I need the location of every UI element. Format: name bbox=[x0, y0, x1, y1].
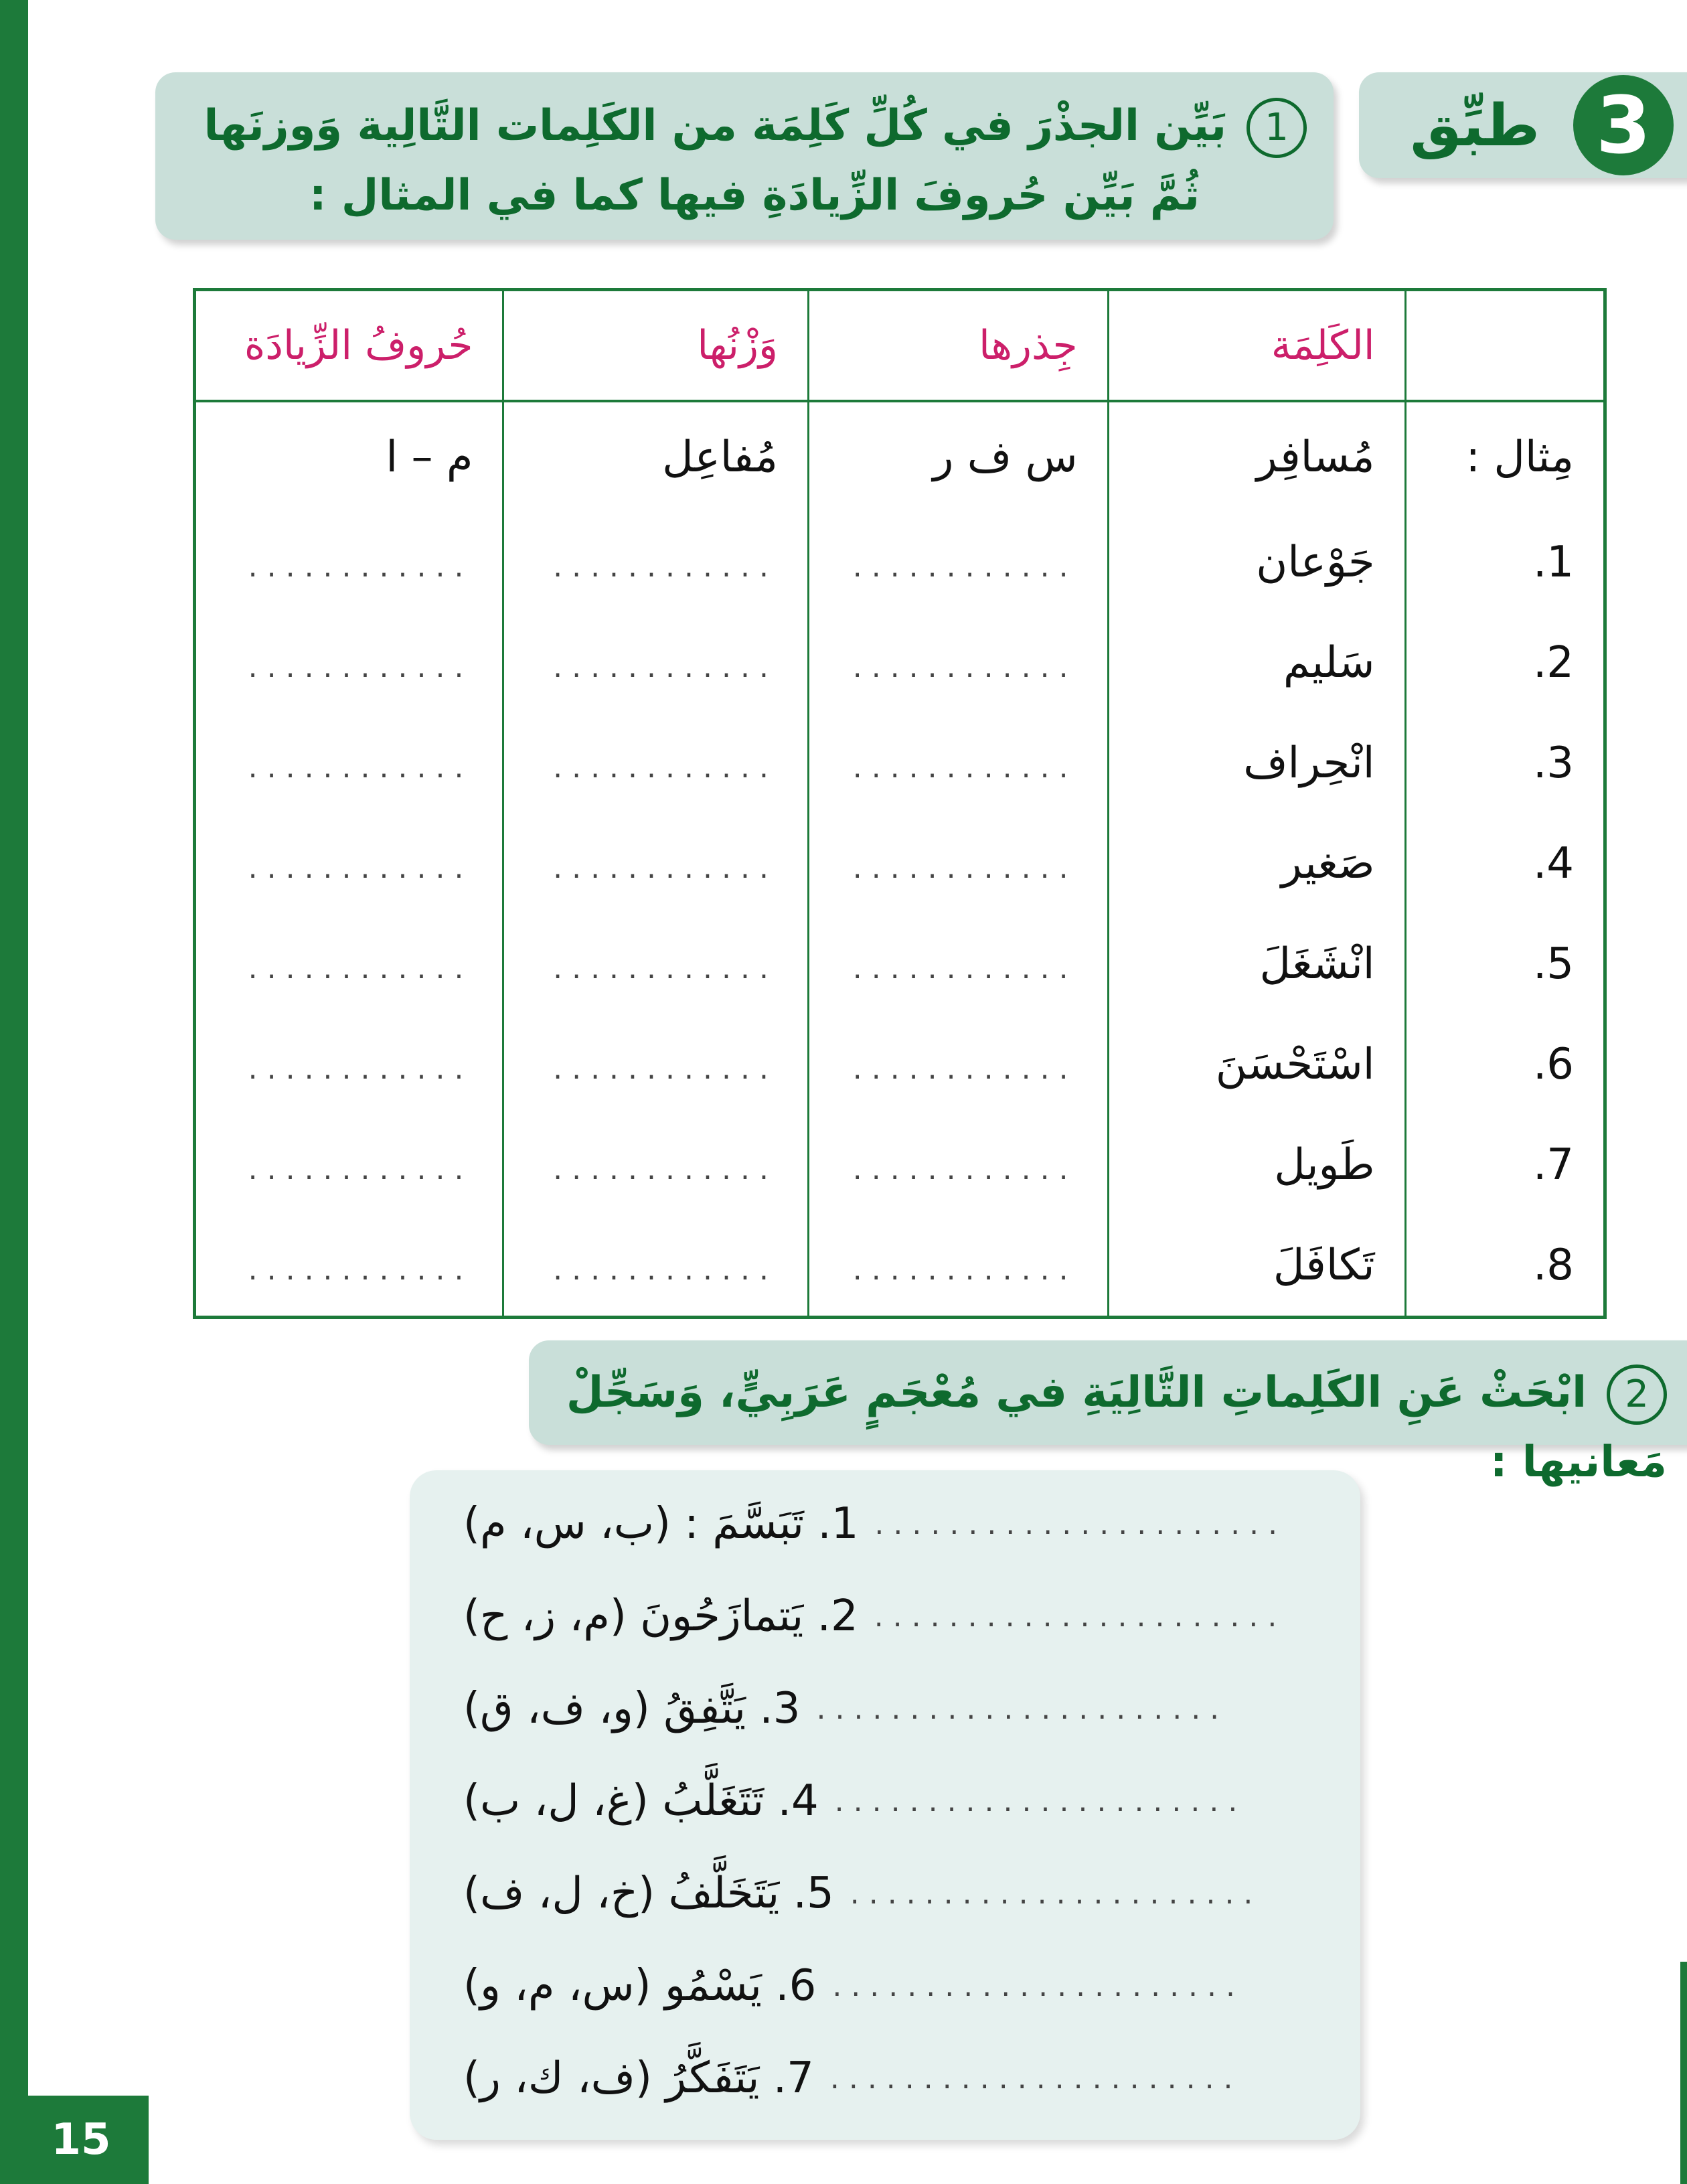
meaning-answer-blank[interactable]: ...................... bbox=[816, 1691, 1229, 1726]
header-word: الكَلِمَة bbox=[1108, 290, 1405, 402]
item-label: 1. تَبَسَّمَ : (ب، س، م) bbox=[463, 1499, 859, 1549]
example-label: مِثال : bbox=[1405, 401, 1605, 512]
list-item bbox=[463, 1946, 1307, 2026]
exercise2-list-box bbox=[410, 1470, 1360, 2140]
root-answer-blank[interactable]: ............ bbox=[808, 512, 1108, 613]
item-label: 2. يَتمازَحُونَ (م، ز، ح) bbox=[463, 1591, 858, 1641]
list-item bbox=[463, 1761, 1307, 1841]
meaning-answer-blank[interactable]: ...................... bbox=[832, 1968, 1245, 2003]
item-label: 5. يَتَخَلَّفُ (خ، ل، ف) bbox=[463, 1869, 834, 1918]
pattern-answer-blank[interactable]: ............ bbox=[503, 914, 808, 1014]
meaning-answer-blank[interactable]: ...................... bbox=[874, 1506, 1287, 1541]
row-word: تَكافَلَ bbox=[1108, 1215, 1405, 1318]
table-row bbox=[195, 1215, 1605, 1318]
meaning-answer-blank[interactable]: ...................... bbox=[834, 1784, 1247, 1818]
extra-answer-blank[interactable]: ............ bbox=[195, 914, 503, 1014]
row-word: صَغير bbox=[1108, 813, 1405, 914]
list-item bbox=[463, 1484, 1307, 1564]
right-green-strip bbox=[1680, 1962, 1687, 2184]
root-answer-blank[interactable]: ............ bbox=[808, 813, 1108, 914]
list-item bbox=[463, 1576, 1307, 1656]
meaning-answer-blank[interactable]: ...................... bbox=[874, 1599, 1287, 1634]
example-root: س ف ر bbox=[808, 401, 1108, 512]
row-number: 2. bbox=[1405, 613, 1605, 713]
pattern-answer-blank[interactable]: ............ bbox=[503, 813, 808, 914]
root-answer-blank[interactable]: ............ bbox=[808, 914, 1108, 1014]
extra-answer-blank[interactable]: ............ bbox=[195, 1115, 503, 1215]
table-row bbox=[195, 1115, 1605, 1215]
pattern-answer-blank[interactable]: ............ bbox=[503, 713, 808, 813]
example-row bbox=[195, 401, 1605, 512]
header-root: جِذرها bbox=[808, 290, 1108, 402]
row-word: انْحِراف bbox=[1108, 713, 1405, 813]
list-item bbox=[463, 1668, 1307, 1749]
item-label: 7. يَتَفَكَّرُ (ف، ك، ر) bbox=[463, 2053, 814, 2103]
pattern-answer-blank[interactable]: ............ bbox=[503, 512, 808, 613]
exercise2-number-badge: 2 bbox=[1607, 1364, 1667, 1425]
item-label: 3. يَتَّفِقُ (و، ف، ق) bbox=[463, 1684, 801, 1733]
example-word: مُسافِر bbox=[1108, 401, 1405, 512]
extra-answer-blank[interactable]: ............ bbox=[195, 813, 503, 914]
root-answer-blank[interactable]: ............ bbox=[808, 613, 1108, 713]
row-word: اسْتَحْسَنَ bbox=[1108, 1014, 1405, 1115]
table-row bbox=[195, 813, 1605, 914]
root-answer-blank[interactable]: ............ bbox=[808, 713, 1108, 813]
header-extra-letters: حُروفُ الزِّيادَة bbox=[195, 290, 503, 402]
root-answer-blank[interactable]: ............ bbox=[808, 1014, 1108, 1115]
table-header-row bbox=[195, 290, 1605, 402]
pattern-answer-blank[interactable]: ............ bbox=[503, 1014, 808, 1115]
row-word: سَليم bbox=[1108, 613, 1405, 713]
extra-answer-blank[interactable]: ............ bbox=[195, 1215, 503, 1318]
root-answer-blank[interactable]: ............ bbox=[808, 1215, 1108, 1318]
exercise2-instruction: ابْحَثْ عَنِ الكَلِماتِ التَّالِيَةِ في مُعْجَمٍ عَرَبِيٍّ، وَسَجِّلْ مَعانيها : bbox=[566, 1368, 1667, 1487]
root-answer-blank[interactable]: ............ bbox=[808, 1115, 1108, 1215]
list-item bbox=[463, 2038, 1307, 2118]
exercise1-instruction-line1: بَيِّن الجذْرَ في كُلِّ كَلِمَة من الكَلِمات التَّالِية وَوزنَها bbox=[204, 101, 1226, 151]
row-number: 1. bbox=[1405, 512, 1605, 613]
meaning-answer-blank[interactable]: ...................... bbox=[850, 1876, 1263, 1911]
list-item bbox=[463, 1853, 1307, 1934]
row-word: جَوْعان bbox=[1108, 512, 1405, 613]
extra-answer-blank[interactable]: ............ bbox=[195, 713, 503, 813]
table-row bbox=[195, 1014, 1605, 1115]
row-word: طَويل bbox=[1108, 1115, 1405, 1215]
table-row bbox=[195, 613, 1605, 713]
pattern-answer-blank[interactable]: ............ bbox=[503, 613, 808, 713]
exercise1-instruction-box bbox=[155, 72, 1334, 240]
left-green-bar bbox=[0, 0, 28, 2184]
row-number: 7. bbox=[1405, 1115, 1605, 1215]
row-number: 3. bbox=[1405, 713, 1605, 813]
pattern-answer-blank[interactable]: ............ bbox=[503, 1115, 808, 1215]
row-word: انْشَغَلَ bbox=[1108, 914, 1405, 1014]
exercise1-instruction-line2: ثُمَّ بَيِّن حُروفَ الزِّيادَةِ فيها كما في المثال : bbox=[309, 171, 1200, 220]
table-row bbox=[195, 512, 1605, 613]
row-number: 6. bbox=[1405, 1014, 1605, 1115]
extra-answer-blank[interactable]: ............ bbox=[195, 512, 503, 613]
header-number bbox=[1405, 290, 1605, 402]
row-number: 5. bbox=[1405, 914, 1605, 1014]
item-label: 6. يَسْمُو (س، م، و) bbox=[463, 1961, 817, 2011]
section-label: طبِّق bbox=[1410, 92, 1540, 159]
pattern-answer-blank[interactable]: ............ bbox=[503, 1215, 808, 1318]
extra-answer-blank[interactable]: ............ bbox=[195, 1014, 503, 1115]
table-row bbox=[195, 914, 1605, 1014]
example-pattern: مُفاعِل bbox=[503, 401, 808, 512]
item-label: 4. تَتَغَلَّبُ (غ، ل، ب) bbox=[463, 1776, 819, 1826]
row-number: 4. bbox=[1405, 813, 1605, 914]
extra-answer-blank[interactable]: ............ bbox=[195, 613, 503, 713]
table-row bbox=[195, 713, 1605, 813]
page-number: 15 bbox=[0, 2096, 149, 2184]
row-number: 8. bbox=[1405, 1215, 1605, 1318]
exercise1-number-badge: 1 bbox=[1247, 98, 1307, 158]
section-number-badge: 3 bbox=[1573, 75, 1674, 175]
meaning-answer-blank[interactable]: ...................... bbox=[829, 2061, 1242, 2096]
example-extra-letters: م – ا bbox=[195, 401, 503, 512]
words-table bbox=[193, 288, 1607, 1319]
header-pattern: وَزْنُها bbox=[503, 290, 808, 402]
exercise2-instruction-box bbox=[529, 1340, 1687, 1487]
